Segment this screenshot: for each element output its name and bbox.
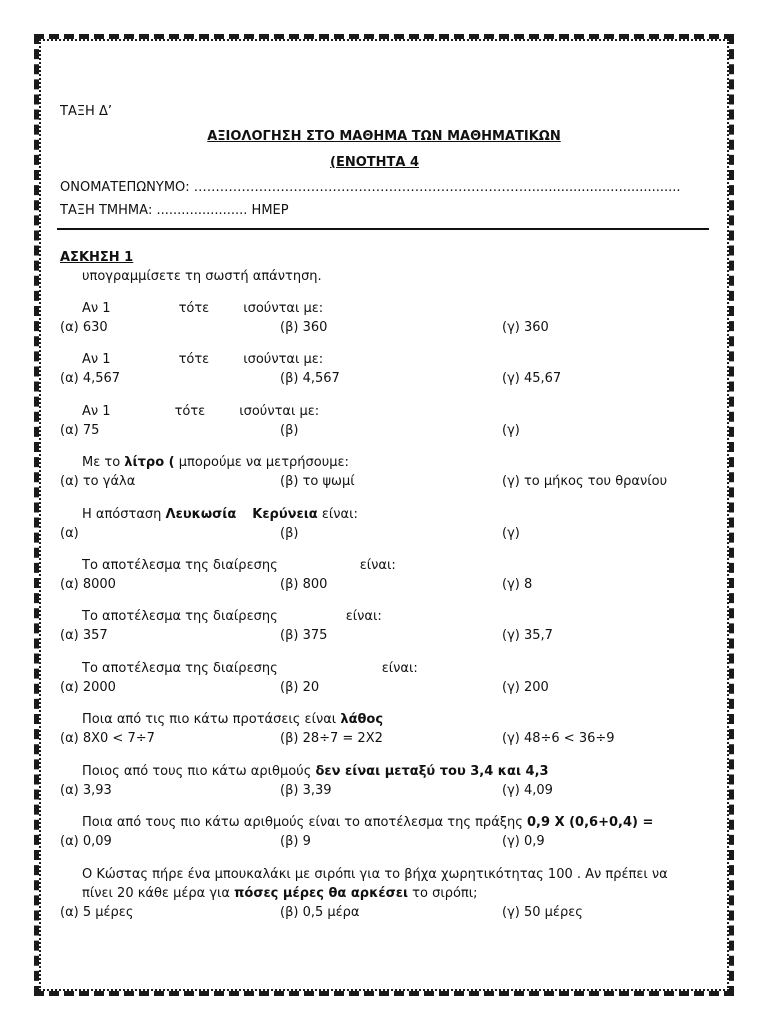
q3-option-c[interactable]: (γ) — [502, 423, 520, 438]
q6-option-b[interactable]: (β) 800 — [280, 577, 328, 592]
question-8-text: Το αποτέλεσμα της διαίρεσης είναι: — [82, 661, 418, 676]
q7-option-a[interactable]: (α) 357 — [60, 628, 108, 643]
q1-option-a[interactable]: (α) 630 — [60, 320, 108, 335]
q1-option-b[interactable]: (β) 360 — [280, 320, 328, 335]
q10-option-a[interactable]: (α) 3,93 — [60, 783, 112, 798]
question-7-text: Το αποτέλεσμα της διαίρεσης είναι: — [82, 609, 382, 624]
q9-option-c[interactable]: (γ) 48÷6 < 36÷9 — [502, 731, 615, 746]
q10-option-b[interactable]: (β) 3,39 — [280, 783, 332, 798]
class-label: ΤΑΞΗ Δ’ — [60, 104, 112, 119]
question-9-text: Ποια από τις πιο κάτω προτάσεις είναι λάθος — [82, 712, 384, 727]
question-5-text: Η απόσταση Λευκωσία Κερύνεια είναι: — [82, 507, 358, 522]
question-1-text: Αν 1 τότε ισούνται με: — [82, 301, 324, 316]
q9-option-b[interactable]: (β) 28÷7 = 2Χ2 — [280, 731, 383, 746]
question-6-text: Το αποτέλεσμα της διαίρεσης είναι: — [82, 558, 396, 573]
q2-option-c[interactable]: (γ) 45,67 — [502, 371, 562, 386]
header-divider — [57, 228, 709, 230]
q4-option-a[interactable]: (α) το γάλα — [60, 474, 136, 489]
q11-option-b[interactable]: (β) 9 — [280, 834, 311, 849]
question-4-text: Με το λίτρο ( μπορούμε να μετρήσουμε: — [82, 455, 349, 470]
q1-option-c[interactable]: (γ) 360 — [502, 320, 549, 335]
q9-option-a[interactable]: (α) 8Χ0 < 7÷7 — [60, 731, 155, 746]
name-field-line: ΟΝΟΜΑΤΕΠΩΝΥΜΟ: …………………………………………………………………….................................... — [60, 180, 681, 195]
q7-option-c[interactable]: (γ) 35,7 — [502, 628, 553, 643]
q5-option-a[interactable]: (α) — [60, 526, 79, 541]
q10-option-c[interactable]: (γ) 4,09 — [502, 783, 553, 798]
page-title: ΑΞΙΟΛΟΓΗΣΗ ΣΤΟ ΜΑΘΗΜΑ ΤΩΝ ΜΑΘΗΜΑΤΙΚΩΝ — [207, 129, 561, 144]
q11-option-c[interactable]: (γ) 0,9 — [502, 834, 545, 849]
question-11-text: Ποια από τους πιο κάτω αριθμούς είναι το αποτέλεσμα της πράξης 0,9 Χ (0,6+0,4) = — [82, 815, 654, 830]
question-10-text: Ποιος από τους πιο κάτω αριθμούς δεν είναι μεταξύ του 3,4 και 4,3 — [82, 764, 549, 779]
question-2-text: Αν 1 τότε ισούνται με: — [82, 352, 324, 367]
q12-option-a[interactable]: (α) 5 μέρες — [60, 905, 134, 920]
q11-option-a[interactable]: (α) 0,09 — [60, 834, 112, 849]
q7-option-b[interactable]: (β) 375 — [280, 628, 328, 643]
class-section-date-line: ΤΑΞΗ ΤΜΗΜΑ: ...................... ΗΜΕΡ — [60, 203, 289, 218]
q8-option-b[interactable]: (β) 20 — [280, 680, 320, 695]
q6-option-a[interactable]: (α) 8000 — [60, 577, 116, 592]
q3-option-b[interactable]: (β) — [280, 423, 299, 438]
q8-option-c[interactable]: (γ) 200 — [502, 680, 549, 695]
question-12-text-line2: πίνει 20 κάθε μέρα για πόσες μέρες θα αρκέσει το σιρόπι; — [82, 886, 478, 901]
exercise-instruction: υπογραμμίσετε τη σωστή απάντηση. — [82, 269, 322, 284]
exercise-title: ΑΣΚΗΣΗ 1 — [60, 250, 134, 265]
q12-option-c[interactable]: (γ) 50 μέρες — [502, 905, 583, 920]
q2-option-b[interactable]: (β) 4,567 — [280, 371, 340, 386]
q5-option-c[interactable]: (γ) — [502, 526, 520, 541]
q2-option-a[interactable]: (α) 4,567 — [60, 371, 121, 386]
q5-option-b[interactable]: (β) — [280, 526, 299, 541]
q6-option-c[interactable]: (γ) 8 — [502, 577, 533, 592]
question-3-text: Αν 1 τότε ισούνται με: — [82, 404, 320, 419]
q12-option-b[interactable]: (β) 0,5 μέρα — [280, 905, 360, 920]
q4-option-c[interactable]: (γ) το μήκος του θρανίου — [502, 474, 668, 489]
q4-option-b[interactable]: (β) το ψωμί — [280, 474, 355, 489]
q3-option-a[interactable]: (α) 75 — [60, 423, 100, 438]
q8-option-a[interactable]: (α) 2000 — [60, 680, 116, 695]
question-12-text-line1: Ο Κώστας πήρε ένα μπουκαλάκι με σιρόπι για το βήχα χωρητικότητας 100 . Αν πρέπει να — [82, 867, 668, 882]
page-subtitle: (ΕΝΟΤΗΤΑ 4 — [330, 155, 420, 170]
